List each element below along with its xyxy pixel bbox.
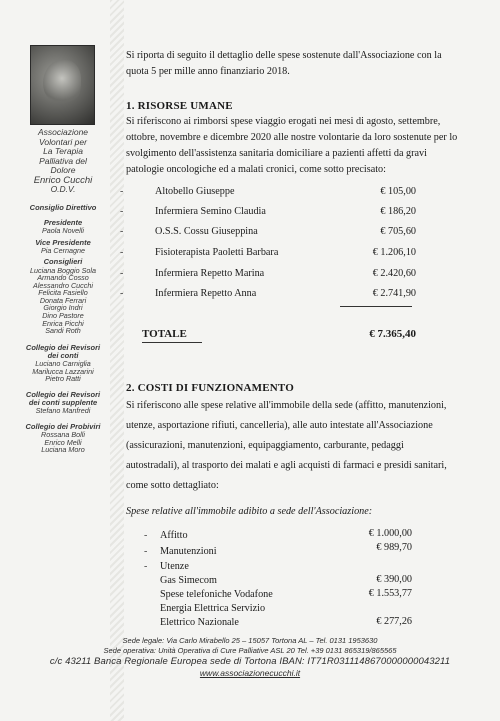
bullet-dash: - — [120, 268, 124, 279]
total-label: TOTALE — [142, 328, 187, 340]
probiviro-name: Luciana Moro — [41, 445, 85, 455]
expense-item-amount: € 390,00 — [376, 574, 412, 585]
probiviro-name: Enrico Melli — [44, 437, 82, 447]
expense-item-amount: € 186,20 — [380, 206, 416, 217]
consigliere-name: Enrica Picchi — [42, 318, 84, 328]
footer-bank: c/c 43211 Banca Regionale Europea sede di Tortona IBAN: IT71R0311148670000000043211 — [49, 656, 451, 667]
footer-sede-legale: Sede legale: Via Carlo Mirabello 25 – 15057 Tortona AL – Tel. 0131 1953630 — [122, 636, 378, 645]
expense-item-amount: € 1.000,00 — [368, 528, 412, 539]
revisori-heading: dei conti — [47, 351, 79, 361]
org-name-line: O.D.V. — [50, 184, 76, 194]
logo-figure — [43, 60, 81, 106]
revisore-supplente-name: Stefano Manfredi — [35, 406, 91, 416]
presidente-name: Paola Novelli — [42, 225, 84, 235]
bullet-dash: - — [120, 247, 124, 258]
org-name-line: Associazione — [37, 127, 89, 137]
expense-item-name: Elettrico Nazionale — [160, 617, 239, 628]
expense-item-name: Infermiera Semino Claudia — [155, 206, 266, 217]
org-name-line: Enrico Cucchi — [33, 174, 93, 186]
org-name-line: Palliativa del — [39, 155, 87, 166]
expense-item-amount: € 1.206,10 — [372, 247, 416, 258]
org-name-line: Dolore — [50, 165, 76, 175]
revisori-supplente-heading: dei conti supplente — [28, 398, 98, 408]
section1-line: patologie oncologiche ed a malati cronici, come sotto precisato: — [126, 164, 386, 175]
expense-item-name: Fisioterapista Paoletti Barbara — [155, 247, 279, 258]
consigliere-name: Dino Pastore — [42, 311, 84, 321]
bullet-dash: - — [144, 546, 148, 557]
expense-item-amount: € 2.420,60 — [372, 268, 416, 279]
consigliere-name: Giorgio Indri — [43, 303, 83, 313]
sidebar-board — [14, 128, 112, 454]
consigliere-name: Armando Cosso — [37, 273, 89, 283]
footer-sede-operativa: Sede operativa: Unità Operativa di Cure Palliative ASL 20 Tel. +39 0131 865319/865565 — [103, 646, 397, 655]
expense-item-name: Affitto — [160, 530, 188, 541]
probiviri-heading: Collegio dei Probiviri — [25, 422, 101, 432]
bullet-dash: - — [120, 226, 124, 237]
consigliere-name: Alessandro Cucchi — [33, 280, 93, 290]
presidente-label: Presidente — [43, 217, 83, 227]
section1-line: svolgimento dell'assistenza sanitaria domiciliare a pazienti affetti da gravi — [126, 148, 427, 159]
expense-item-amount: € 989,70 — [376, 542, 412, 553]
expense-item-name: Manutenzioni — [160, 546, 217, 557]
expense-item-name: Utenze — [160, 561, 189, 572]
revisore-name: Marilucca Lazzarini — [32, 366, 94, 376]
expense-item-name: Altobello Giuseppe — [155, 186, 235, 197]
vice-presidente-label: Vice Presidente — [35, 237, 91, 247]
consigliere-name: Luciana Boggio Sola — [30, 265, 96, 275]
consigliere-name: Sandi Roth — [45, 326, 81, 336]
expense-item-name: Infermiera Repetto Marina — [155, 268, 265, 279]
expense-item-amount: € 105,00 — [380, 186, 416, 197]
bullet-dash: - — [120, 206, 124, 217]
intro-paragraph: Si riporta di seguito il dettaglio delle spese sostenute dall'Associazione con la quota 5 per mille anno finanziario 2018. — [126, 50, 442, 77]
consigliere-name: Felicita Fasiello — [38, 288, 88, 298]
vice-presidente-name: Pia Cernagne — [41, 245, 85, 255]
section2-line: utenze, asportazione rifiuti, cancelleria), alle auto intestate all'Associazione — [126, 420, 433, 431]
margin-stripe — [110, 0, 124, 721]
section2-line: autostradali), al trasporto dei malati e agli acquisti di farmaci e presidi sanitari, — [126, 460, 447, 471]
expense-item-amount: € 277,26 — [376, 616, 412, 627]
total-underline — [142, 342, 202, 343]
revisore-name: Luciano Carniglia — [35, 359, 91, 369]
section1-line: Si riferiscono ai rimborsi spese viaggio erogati nei mesi di agosto, settembre, — [126, 116, 441, 127]
expense-item-name: Spese telefoniche Vodafone — [160, 589, 273, 600]
expense-item-amount: € 1.553,77 — [368, 588, 412, 599]
expense-item-name: Infermiera Repetto Anna — [155, 288, 257, 299]
bullet-dash: - — [144, 530, 148, 541]
section2-subheading: Spese relative all'immobile adibito a sede dell'Associazione: — [126, 506, 373, 517]
total-rule — [340, 306, 412, 307]
section2-heading: 2. COSTI DI FUNZIONAMENTO — [126, 382, 294, 394]
consiglio-direttivo-heading: Consiglio Direttivo — [29, 202, 97, 212]
expense-item-amount: € 705,60 — [380, 226, 416, 237]
section2-line: (assicurazioni, manutenzioni, equipaggiamento, carburante, pedaggi — [126, 440, 404, 451]
expense-item-name: Energia Elettrica Servizio — [160, 603, 266, 614]
expense-item-name: Gas Simecom — [160, 575, 217, 586]
association-logo — [30, 45, 95, 125]
expense-item-amount: € 2.741,90 — [372, 288, 416, 299]
bullet-dash: - — [144, 561, 148, 572]
bullet-dash: - — [120, 288, 124, 299]
bullet-dash: - — [120, 186, 124, 197]
org-name-line: Volontari per — [39, 136, 87, 147]
footer-website-link[interactable]: www.associazionecucchi.it — [199, 668, 301, 678]
section1-heading: 1. RISORSE UMANE — [126, 100, 233, 112]
section2-line: Si riferiscono alle spese relative all'immobile della sede (affitto, manutenzioni, — [126, 400, 447, 411]
org-name-line: La Terapia — [43, 146, 83, 156]
expense-item-name: O.S.S. Cossu Giuseppina — [155, 226, 258, 237]
revisori-heading: Collegio dei Revisori — [25, 342, 101, 352]
total-amount: € 7.365,40 — [369, 328, 416, 340]
probiviro-name: Rossana Bolli — [41, 430, 85, 440]
section1-line: ottobre, novembre e dicembre 2020 alle nostre volontarie da loro sostenute per lo — [126, 132, 458, 143]
consiglieri-label: Consiglieri — [43, 257, 83, 267]
section2-line: come sotto dettagliato: — [126, 480, 219, 491]
consigliere-name: Donata Ferrari — [39, 295, 87, 305]
revisore-name: Pietro Ratti — [45, 374, 81, 384]
revisori-supplente-heading: Collegio dei Revisori — [25, 390, 101, 400]
